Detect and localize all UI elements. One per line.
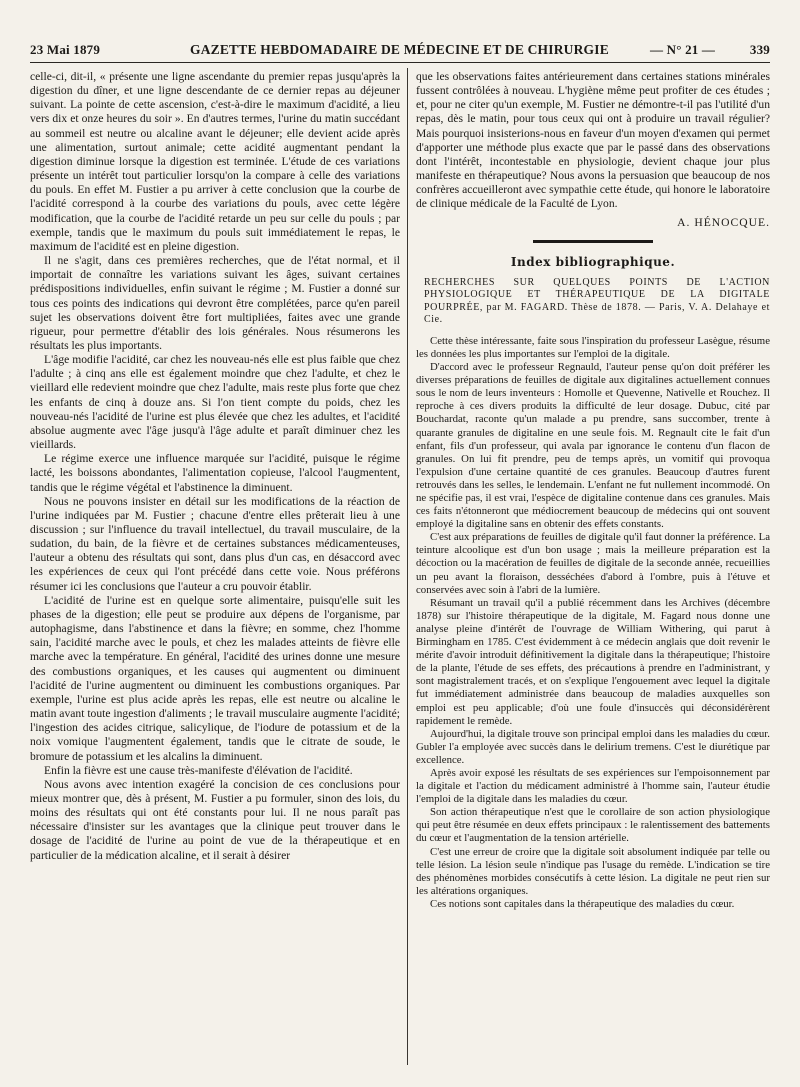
paragraph: Il ne s'agit, dans ces premières recherches, que de l'état normal, et il importait de connaître les variations suivant les âges, suivant certaines prédispositions individuelles, enfin suivant le régime ; M. Fustier a donné sur tous ces points des indications qui devront être complétées, parce qu'en pareil sujet les observations doivent être fort multipliées, faites avec une grande rigueur, pour permettre d'établir des lois générales. Nous résumerons les résultats les plus importants.: [30, 254, 400, 352]
column-divider: [407, 68, 408, 1065]
paragraph: Cette thèse intéressante, faite sous l'inspiration du professeur Lasègue, résume les données les plus importantes sur l'emploi de la digitale.: [416, 334, 770, 360]
paragraph: Aujourd'hui, la digitale trouve son principal emploi dans les maladies du cœur. Gubler l'a employée avec succès dans le delirium tremens. C'est le diurétique par excellence.: [416, 727, 770, 766]
left-column: [30, 70, 400, 1063]
review-body: [416, 335, 770, 911]
page-header: [30, 40, 770, 63]
paragraph: Nous avons avec intention exagéré la concision de ces conclusions pour mieux montrer que, dès à présent, M. Fustier a pu formuler, sinon des lois, du moins des résultats qui ont été constants pour lui. Il ne nous paraît pas nécessaire d'insister sur les avantages que la clinique peut trouver dans le dosage de l'acidité de l'urine au point de vue de la thérapeutique et en particulier de la médication alcaline, et il serait à désirer: [30, 777, 400, 862]
paragraph: Nous ne pouvons insister en détail sur les modifications de la réaction de l'urine indiquées par M. Fustier ; chacune d'entre elles prêterait lieu à une discussion ; sur l'influence du travail intellectuel, du travail musculaire, de la sudation, du bain, de la fièvre et de certaines substances médicamenteuses, l'auteur a obtenu des résultats qui sont, dans plus d'un cas, en désaccord avec les expériences de ceux qui l'ont précédé dans cette voie. Nous préférons résumer ici les conclusions que l'auteur a cru pouvoir établir.: [30, 494, 400, 593]
paragraph: que les observations faites antérieurement dans certaines stations minérales fussent contrôlées à nouveau. L'hygiène même peut profiter de ces études ; et, pour ne citer qu'un exemple, M. Fustier ne démontre-t-il pas l'utilité d'un repas, dès le matin, pour tous ceux qui ont à produire un travail régulier? Mais pourquoi insisterions-nous en faveur d'un moyen d'examen qui permet d'apporter une méthode plus exacte que par le passé dans des observations dont l'intérêt, incontestable en physiologie, devient chaque jour plus manifeste en thérapeutique? Nous avons la persuasion que beaucoup de nos confrères accueilleront avec sympathie cette étude, qui honore le laboratoire de clinique médicale de la Faculté de Lyon.: [416, 70, 770, 211]
paragraph: Après avoir exposé les résultats de ses expériences sur l'empoisonnement par la digitale et l'action du médicament administré à l'homme sain, l'auteur étudie l'emploi de la digitale dans les maladies du cœur.: [416, 766, 770, 806]
section-separator: [533, 240, 653, 243]
paragraph: L'âge modifie l'acidité, car chez les nouveau-nés elle est plus faible que chez l'adulte ; à cinq ans elle est également moindre que chez l'adulte, et chez le vieillard elle redevient moindre que chez l'adulte, mais reste plus forte que chez les enfants de cinq à douze ans. Si l'on tient compte du poids, chez les nouveau-nés l'acidité de l'urine est plus élevée que chez les adultes, et l'acidité absolue augmente avec l'âge jusqu'à l'âge adulte et paraît diminuer chez les vieillards.: [30, 353, 400, 452]
section-title: Index bibliographique.: [510, 254, 676, 269]
paragraph: celle-ci, dit-il, « présente une ligne ascendante du premier repas jusqu'après la digestion du dîner, et une ligne descendante de ce dernier repas au déjeuner suivant. La pointe de cette ascension, c'est-à-dire le maximum d'acidité, a lieu vers dix et onze heures du soir ». En d'autres termes, l'urine du matin succédant au sommeil est neutre ou alcaline avant le déjeuner; elle devient acide après une alimentation, surtout animale; cette acidité augmentant pendant la digestion diminue lorsque la digestion est terminée. L'étude de ces variations présente un intérêt tout particulier lorsqu'on la compare à celle des variations du pouls. En effet M. Fustier a pu arriver à cette conclusion que la courbe de l'acidité correspond à la courbe des variations du pouls, avec cette légère modification, que la courbe de l'acidité retarde un peu sur celle du pouls ; par exemple, tandis que le maximum du pouls suit immédiatement le repas, le maximum de l'acidité est en pleine digestion.: [30, 70, 400, 253]
paragraph: D'accord avec le professeur Regnauld, l'auteur pense qu'on doit préférer les diverses préparations de feuilles de digitale aux digitalines actuellement connues sous le nom de leurs inventeurs : Homolle et Quevenne, Nativelle et Rouchez. Il reproche à ces divers produits la difficulté de leur dosage. Dubuc, cité par Bouchardat, raconte qu'un malade a pu prendre, sans succomber, trente à quarante granules de digitaline en une seule fois. M. Regnault cite le fait d'un enfant, fils d'un professeur, qui avala par ignorance le contenu d'un flacon de granules. On lui fit prendre, peu de temps après, un vomitif qui provoqua l'expulsion d'une certaine quantité de ces granules. Beaucoup d'autres furent retrouvés dans les selles, le lendemain. L'enfant ne fut nullement incommodé. On ne spécifie pas, il est vrai, l'espèce de digitaline contenue dans ces granules. Mais ces faits n'étonneront que médiocrement beaucoup de médecins qui ont souvent employé la digitaline sans en obtenir des effets constants.: [416, 361, 770, 531]
issue-date: 23 Mai 1879: [30, 42, 101, 57]
paragraph: Enfin la fièvre est une cause très-manifeste d'élévation de l'acidité.: [44, 763, 353, 777]
bibliographic-entry: RECHERCHES SUR QUELQUES POINTS DE L'ACTION PHYSIOLOGIQUE ET THÉRAPEUTIQUE DE LA DIGITALE POURPRÉE, par M. FAGARD. Thèse de 1878. — Paris, V. A. Delahaye et Cie.: [424, 276, 770, 326]
paragraph: C'est une erreur de croire que la digitale soit absolument indiquée par telle ou telle lésion. La lésion seule n'indique pas l'usage du remède. L'indication se tire des phénomènes morbides consécutifs à cette lésion. La digitale ne peut rien sur les altérations organiques.: [416, 845, 770, 897]
paragraph: Le régime exerce une influence marquée sur l'acidité, puisque le régime lacté, les boissons abondantes, l'alimentation copieuse, l'alcool l'augmentent, tandis que le régime végétal et l'abstinence la diminuent.: [30, 452, 400, 494]
issue-number: — N° 21 —: [650, 42, 716, 57]
paragraph: Résumant un travail qu'il a publié récemment dans les Archives (décembre 1878) sur l'histoire thérapeutique de la digitale, M. Fagard nous donne une analyse pleine d'intérêt de l'ouvrage de William Withering, qui parut à Birmingham en 1785. C'est évidemment à ce médecin anglais que doit revenir le mérite d'avoir introduit définitivement la digitale dans la thérapeutique; l'histoire de la plante, l'étude de ses effets, des précautions à prendre en l'administrant, y sont magistralement tracés, et on s'explique l'engouement avec lequel la digitale fut immédiatement administrée dans beaucoup de maladies auxquelles son emploi est peu applicable; d'où une foule d'insuccès qui déconsidérèrent rapidement le remède.: [416, 596, 770, 727]
page-number: 339: [749, 42, 770, 57]
journal-title: GAZETTE HEBDOMADAIRE DE MÉDECINE ET DE CHIRURGIE: [190, 42, 609, 57]
author-signature: A. HÉNOCQUE.: [677, 215, 770, 229]
paragraph: Ces notions sont capitales dans la thérapeutique des maladies du cœur.: [430, 897, 735, 910]
right-column: [416, 70, 770, 1063]
paragraph: L'acidité de l'urine est en quelque sorte alimentaire, puisqu'elle suit les phases de la digestion; elle peut se produire aux dépens de l'organisme, par autophagisme, dans l'abstinence et dans la fièvre; en somme, chez l'homme sain, l'acidité marche avec le pouls, et chez les malades atteints de fièvre elle marche avec la température. En général, l'acidité des urines donne une mesure des combustions organiques, et les causes qui augmentent ou diminuent l'acidité de l'urine augmentent ou diminuent les combustions organiques. Par exemple, l'urine est plus acide après les repas, elle est neutre ou alcaline le matin avant toute ingestion d'aliments ; le travail musculaire augmente l'acidité; l'ingestion des acides citrique, salicylique, de l'iodure de potassium et de la noix vomique l'augmentent également, tandis que le citrate de soude, le bromure de potassium et les alcalins la diminuent.: [30, 593, 400, 763]
paragraph: C'est aux préparations de feuilles de digitale qu'il faut donner la préférence. La teinture alcoolique est d'un bon usage ; mais la meilleure préparation est la décoction ou la macération de feuilles de digitale de la seconde année, recueillies un peu avant la floraison, desséchées d'abord à l'ombre, puis à l'étuve et conservées avec soin à l'abri de la lumière.: [416, 531, 770, 596]
paragraph: Son action thérapeutique n'est que le corollaire de son action physiologique qui peut être résumée en deux effets principaux : le ralentissement des battements du cœur et l'augmentation de la tension artérielle.: [416, 806, 770, 845]
